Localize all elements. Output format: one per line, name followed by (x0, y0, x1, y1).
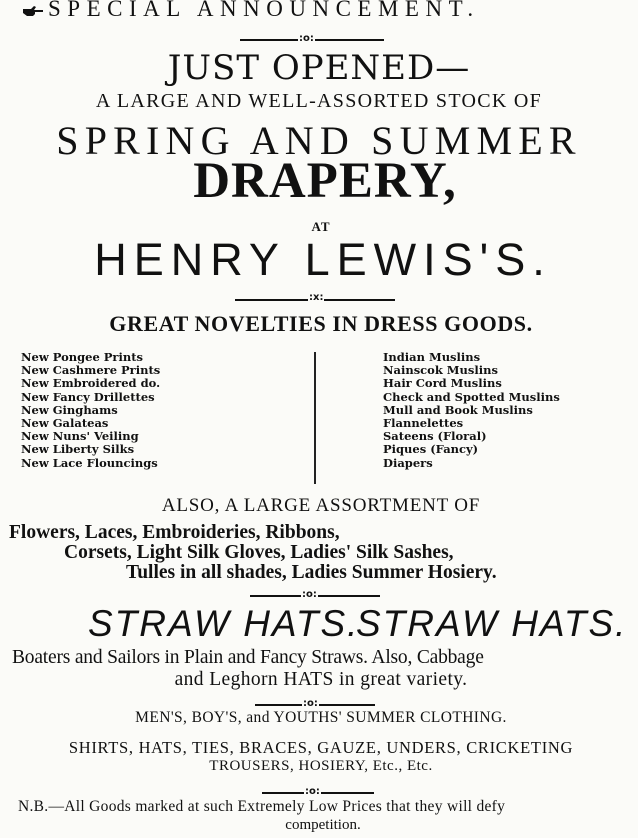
dress-goods-item: New Galateas (21, 416, 109, 431)
dress-goods-item: New Ginghams (21, 402, 118, 417)
dress-goods-item: New Cashmere Prints (21, 363, 161, 378)
dress-goods-item: Flannelettes (383, 416, 464, 431)
dress-goods-item: New Fancy Drillettes (21, 389, 155, 404)
announcement-title: SPECIAL ANNOUNCEMENT. (48, 0, 480, 21)
dress-goods-item: Check and Spotted Muslins (383, 389, 560, 404)
pointing-hand-icon (22, 5, 44, 17)
dress-goods-right-list (383, 351, 560, 470)
dress-goods-item: New Liberty Silks (21, 442, 135, 457)
dress-goods-item: Nainscok Muslins (383, 363, 498, 378)
separator-mark: :o: (299, 33, 314, 44)
clothing-line-1: SHIRTS, HATS, TIES, BRACES, GAUZE, UNDERS, CRICKETING (68, 738, 574, 757)
assortment-line-3: Tulles in all shades, Ladies Summer Hosiery. (126, 562, 497, 583)
novelties-heading: GREAT NOVELTIES IN DRESS GOODS. (109, 311, 533, 336)
dress-goods-item: Hair Cord Muslins (383, 376, 502, 391)
dress-goods-item: New Lace Flouncings (21, 455, 158, 470)
announcement-header (22, 0, 622, 22)
clothing-line-2: TROUSERS, HOSIERY, Etc., Etc. (209, 758, 433, 774)
spring-summer-heading: SPRING AND SUMMER (56, 118, 582, 163)
separator-mark: :o: (302, 589, 317, 600)
dress-goods-item: Sateens (Floral) (383, 429, 487, 444)
straw-hats-headline-left: STRAW HATS. (88, 603, 360, 644)
footer-note-line-1: N.B.—All Goods marked at such Extremely Low Prices that they will defy (18, 798, 506, 815)
column-divider (314, 352, 316, 484)
hats-line-1: Boaters and Sailors in Plain and Fancy Straws. Also, Cabbage (12, 647, 484, 668)
dress-goods-left-list (21, 351, 160, 470)
dress-goods-item: New Pongee Prints (21, 350, 144, 364)
assortment-line-1: Flowers, Laces, Embroideries, Ribbons, (9, 522, 340, 543)
separator-mark: :x: (309, 292, 324, 303)
clothing-heading: MEN'S, BOY'S, and YOUTHS' SUMMER CLOTHING. (135, 709, 507, 726)
footer-note-line-2: competition. (285, 817, 361, 833)
at-label: AT (311, 219, 331, 234)
drapery-heading: DRAPERY, (193, 153, 457, 209)
assortment-heading: ALSO, A LARGE ASSORTMENT OF (161, 495, 481, 516)
merchant-name: HENRY LEWIS'S. (94, 234, 552, 285)
dress-goods-item: Indian Muslins (383, 350, 481, 364)
dress-goods-item: Piques (Fancy) (383, 442, 479, 457)
stock-line: A LARGE AND WELL-ASSORTED STOCK OF (95, 90, 543, 112)
separator-mark: :o: (303, 698, 318, 709)
dress-goods-item: Mull and Book Muslins (383, 402, 533, 417)
assortment-line-2: Corsets, Light Silk Gloves, Ladies' Silk Sashes, (64, 542, 454, 563)
just-opened-heading: JUST OPENED— (167, 48, 471, 88)
hats-line-2: and Leghorn HATS in great variety. (174, 669, 468, 690)
separator-mark: :o: (305, 786, 320, 797)
dress-goods-item: Diapers (383, 455, 433, 470)
dress-goods-item: New Embroidered do. (21, 376, 161, 391)
straw-hats-headline-right: STRAW HATS. (356, 603, 628, 644)
dress-goods-item: New Nuns' Veiling (21, 429, 139, 444)
